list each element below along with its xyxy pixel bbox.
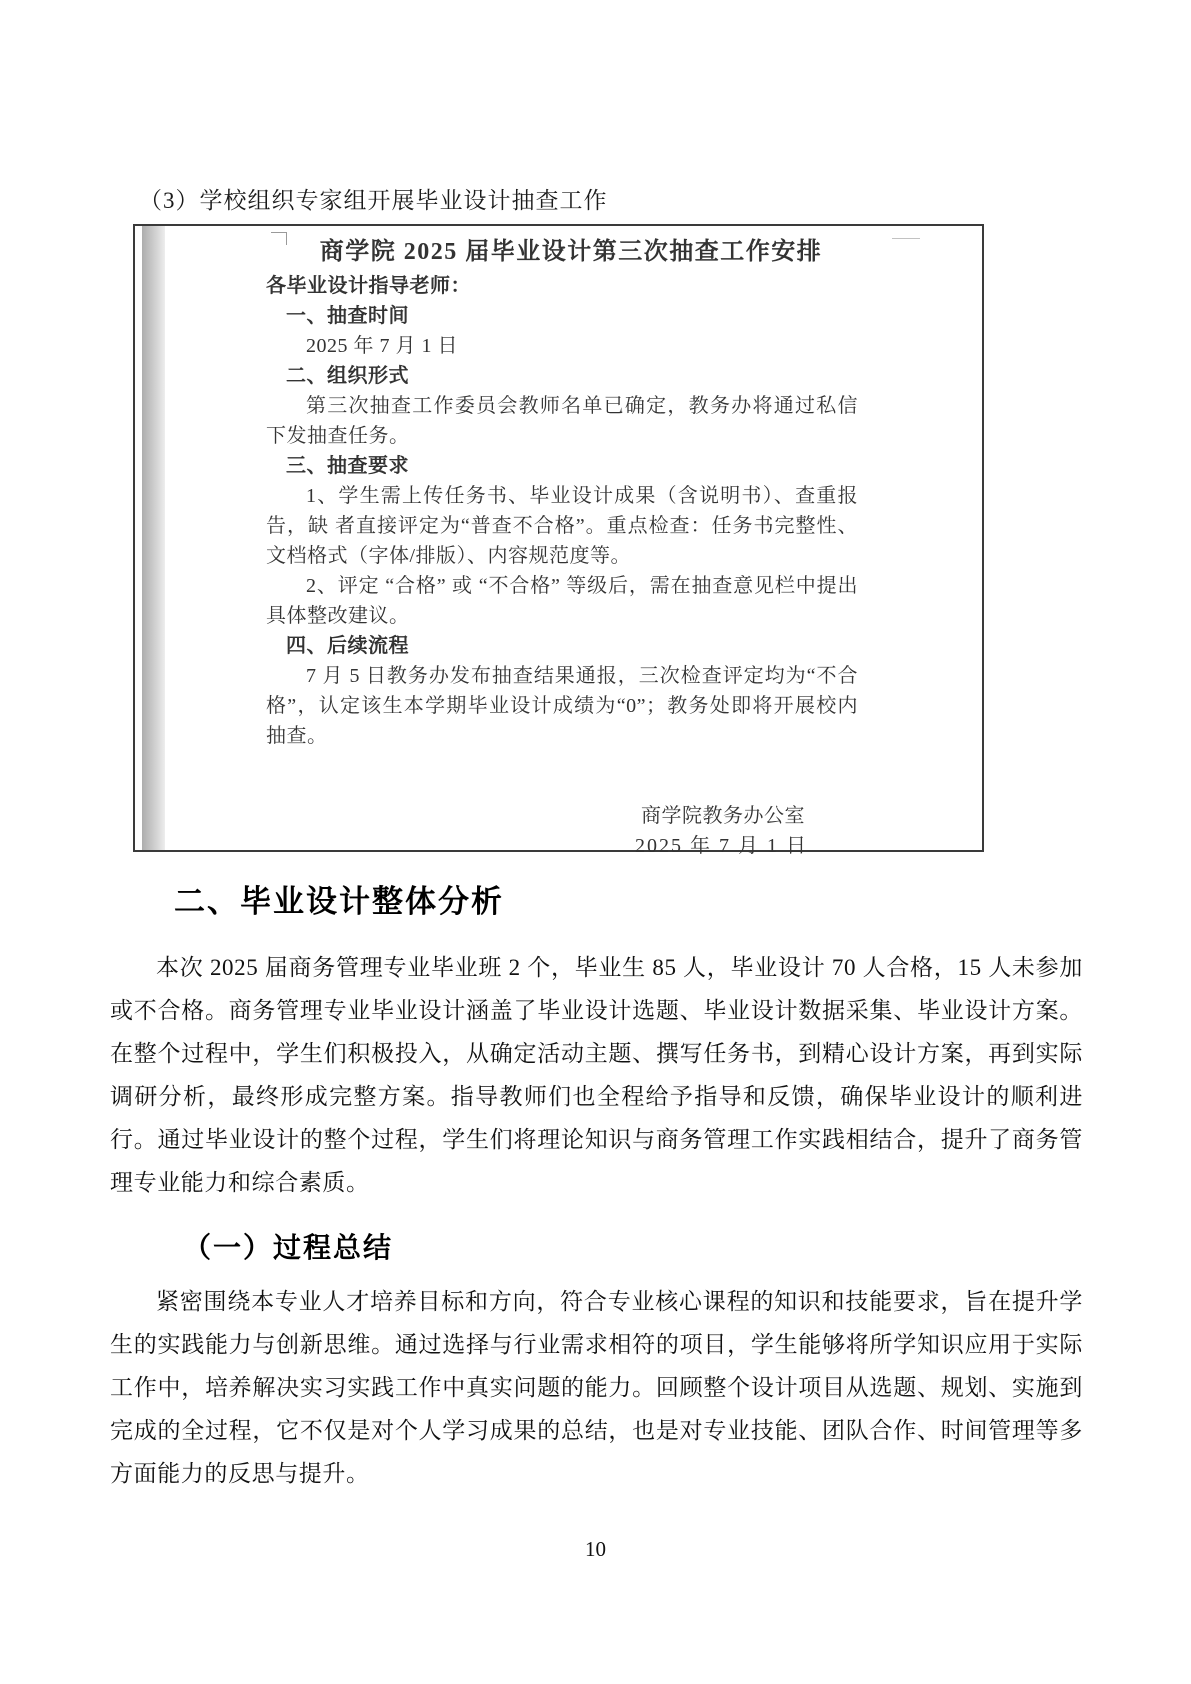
- notice-section-2-paragraph: 第三次抽查工作委员会教师名单已确定，教务办将通过私信下发抽查任务。: [266, 395, 858, 447]
- process-summary-paragraph: 紧密围绕本专业人才培养目标和方向，符合专业核心课程的知识和技能要求，旨在提升学生的实践能力与创新思维。通过选择与行业需求相符的项目，学生能够将所学知识应用于实际工作中，培养解决实习实践工作中真实问题的能力。回顾整个设计项目从选题、规划、实施到完成的全过程，它不仅是对个人学习成果的总结，也是对专业技能、团队合作、时间管理等多方面能力的反思与提升。: [110, 1289, 1083, 1486]
- ruler-dash-mark: [892, 238, 920, 239]
- notice-section-4-paragraph: 7 月 5 日教务办发布抽查结果通报，三次检查评定均为“不合格”，认定该生本学期毕业设计成绩为“0”；教务处即将开展校内抽查。: [266, 665, 858, 747]
- notice-section-1-heading: 一、抽查时间: [286, 305, 409, 327]
- subsection-heading-process-summary: （一）过程总结: [183, 1233, 394, 1264]
- page-number: 10: [585, 1537, 606, 1561]
- figure-caption: （3）学校组织专家组开展毕业设计抽查工作: [139, 188, 608, 213]
- notice-signature-date: 2025 年 7 月 1 日: [635, 835, 808, 857]
- notice-section-3-heading: 三、抽查要求: [286, 455, 409, 477]
- notice-section-2-heading: 二、组织形式: [286, 365, 409, 387]
- analysis-paragraph: 本次 2025 届商务管理专业毕业班 2 个，毕业生 85 人，毕业设计 70 人合格，15 人未参加或不合格。商务管理专业毕业设计涵盖了毕业设计选题、毕业设计数据采集、毕业设计方案。在整个过程中，学生们积极投入，从确定活动主题、撰写任务书，到精心设计方案，再到实际调研分析，最终形成完整方案。指导教师们也全程给予指导和反馈，确保毕业设计的顺利进行。通过毕业设计的整个过程，学生们将理论知识与商务管理工作实践相结合，提升了商务管理专业能力和综合素质。: [110, 955, 1083, 1195]
- page-edge-shadow: [142, 226, 165, 850]
- notice-screenshot-image: [133, 224, 984, 857]
- notice-section-3-paragraph-1: 1、学生需上传任务书、毕业设计成果（含说明书）、查重报告，缺 者直接评定为“普查不合格”。重点检查：任务书完整性、文档格式（字体/排版）、内容规范度等。: [266, 485, 858, 567]
- notice-section-4-heading: 四、后续流程: [286, 635, 409, 657]
- notice-signature: 商学院教务办公室: [641, 805, 805, 827]
- notice-section-3-paragraph-2: 2、评定 “合格” 或 “不合格” 等级后，需在抽查意见栏中提出具体整改建议。: [266, 575, 858, 627]
- notice-section-1-paragraph: 2025 年 7 月 1 日: [306, 335, 458, 357]
- notice-salutation: 各毕业设计指导老师：: [266, 275, 471, 297]
- section-heading-analysis: 二、毕业设计整体分析: [174, 884, 504, 919]
- notice-content: [266, 235, 858, 861]
- notice-title: 商学院 2025 届毕业设计第三次抽查工作安排: [319, 239, 823, 265]
